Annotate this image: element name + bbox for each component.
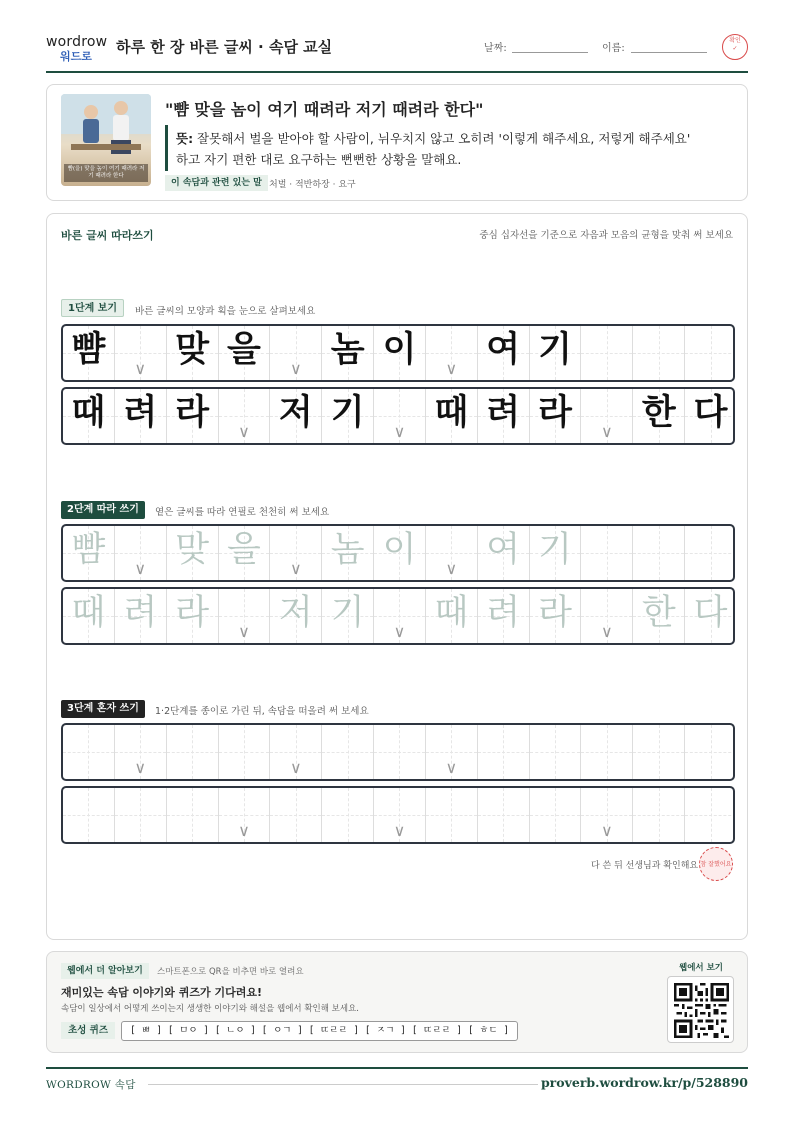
- footer-brand: WORDROW 속담: [46, 1079, 136, 1091]
- grid-cell[interactable]: [167, 788, 219, 842]
- grid-cell[interactable]: [633, 526, 685, 580]
- grid-cell: [374, 326, 426, 380]
- page-title: 하루 한 장 바른 글씨 · 속담 교실: [116, 38, 333, 56]
- space-mark-icon: ∨: [238, 622, 250, 641]
- step3-badge: 3단계 혼자 쓰기: [61, 700, 145, 718]
- grid-character: [581, 326, 632, 380]
- space-mark-icon: ∨: [445, 758, 458, 777]
- grid-character: 때: [434, 593, 469, 633]
- grid-cell: [63, 326, 115, 380]
- grid-character: 한: [641, 392, 676, 433]
- step3-hint: 1·2단계를 종이로 가린 뒤, 속담을 떠올려 써 보세요: [155, 706, 369, 717]
- quiz-label: 초성 퀴즈: [61, 1022, 115, 1039]
- step3-row-1[interactable]: [61, 723, 735, 781]
- grid-cell[interactable]: [322, 788, 374, 842]
- grid-cell[interactable]: [530, 589, 582, 643]
- grid-character: [219, 725, 270, 779]
- grid-cell: [478, 326, 530, 380]
- grid-character: 라: [175, 593, 210, 633]
- grid-character: 기: [538, 329, 572, 370]
- grid-cell: [270, 389, 322, 443]
- footer-rule: [148, 1084, 538, 1085]
- grid-cell: [581, 389, 633, 443]
- grid-character: 때: [71, 392, 106, 433]
- related-keywords: 처벌 · 적반하장 · 요구: [269, 180, 356, 190]
- qr-code[interactable]: [667, 976, 734, 1043]
- grid-character: [478, 725, 529, 779]
- space-mark-icon: ∨: [289, 359, 302, 378]
- space-mark-icon: ∨: [393, 622, 406, 641]
- grid-character: 다: [693, 593, 728, 633]
- grid-cell: [530, 326, 582, 380]
- grid-cell: [270, 326, 322, 380]
- grid-cell: [63, 389, 115, 443]
- space-mark-icon: ∨: [289, 559, 302, 578]
- space-mark-icon: ∨: [601, 622, 613, 641]
- grid-cell: [167, 389, 219, 443]
- grid-cell[interactable]: [530, 788, 582, 842]
- step2-row-1[interactable]: [61, 524, 735, 582]
- grid-character: 라: [175, 392, 210, 433]
- grid-cell[interactable]: [63, 526, 115, 580]
- web-description: 속담이 일상에서 어떻게 쓰이는지 생생한 이야기와 해설을 웹에서 확인해 보세요.: [61, 1004, 359, 1014]
- proverb-card: [46, 84, 748, 201]
- grid-cell: [530, 389, 582, 443]
- grid-character: [167, 725, 218, 779]
- grid-cell[interactable]: [374, 725, 426, 779]
- grid-cell[interactable]: [426, 725, 478, 779]
- step2-row-2[interactable]: [61, 587, 735, 645]
- grid-character: [270, 788, 321, 842]
- grid-cell[interactable]: [270, 526, 322, 580]
- grid-character: 여: [486, 530, 521, 570]
- thumbnail-caption: 뺨(을) 맞을 놈이 여기 때려라 저기 때려라 한다: [64, 164, 148, 182]
- space-mark-icon: ∨: [238, 422, 250, 441]
- grid-character: [478, 788, 529, 842]
- grid-character: 뺨: [71, 530, 106, 570]
- grid-character: 려: [486, 593, 521, 633]
- grid-cell[interactable]: [270, 589, 322, 643]
- space-mark-icon: ∨: [445, 359, 458, 378]
- meaning-line-2: 하고 자기 편한 대로 요구하는 뻔뻔한 상황을 말해요.: [176, 152, 462, 167]
- step1-row-2: [61, 387, 735, 445]
- step2-badge: 2단계 따라 쓰기: [61, 501, 145, 519]
- step1-badge: 1단계 보기: [61, 299, 124, 317]
- logo: wordrow: [46, 34, 108, 50]
- grid-cell[interactable]: [322, 589, 374, 643]
- grid-character: 맞: [175, 530, 210, 570]
- grid-cell: [167, 326, 219, 380]
- space-mark-icon: ∨: [134, 559, 147, 578]
- qr-label: 웹에서 보기: [679, 963, 724, 973]
- grid-character: [322, 788, 373, 842]
- grid-cell[interactable]: [374, 589, 426, 643]
- grid-character: 기: [330, 392, 365, 433]
- grid-character: 저: [278, 392, 313, 433]
- name-label: 이름:: [602, 43, 625, 54]
- grid-character: 기: [330, 593, 365, 633]
- grid-cell[interactable]: [581, 725, 633, 779]
- grid-cell: [426, 326, 478, 380]
- grid-cell[interactable]: [115, 725, 167, 779]
- grid-cell[interactable]: [63, 788, 115, 842]
- date-field[interactable]: [512, 52, 588, 53]
- grid-character: 한: [641, 593, 676, 633]
- web-headline: 재미있는 속담 이야기와 퀴즈가 기다려요!: [61, 986, 262, 999]
- grid-character: 라: [538, 593, 572, 633]
- grid-character: 을: [227, 329, 261, 370]
- grid-cell[interactable]: [322, 725, 374, 779]
- grid-cell[interactable]: [270, 788, 322, 842]
- grid-character: [322, 725, 373, 779]
- grid-cell[interactable]: [685, 526, 735, 580]
- web-section: [46, 951, 748, 1053]
- grid-character: 을: [227, 530, 261, 570]
- grid-cell: [219, 389, 271, 443]
- grid-cell: [633, 326, 685, 380]
- grid-character: 때: [71, 593, 106, 633]
- grid-cell[interactable]: [219, 725, 271, 779]
- step1-row-1: [61, 324, 735, 382]
- grid-character: [63, 788, 114, 842]
- done-text: 다 쓴 뒤 선생님과 확인해요: [591, 861, 699, 871]
- grid-character: [633, 725, 684, 779]
- step3-row-2[interactable]: [61, 786, 735, 844]
- qr-code-icon: [674, 983, 729, 1038]
- grid-character: [633, 326, 684, 380]
- grid-cell: [374, 389, 426, 443]
- grid-cell: [322, 326, 374, 380]
- step1-hint: 바른 글씨의 모양과 획을 눈으로 살펴보세요: [135, 306, 316, 317]
- grid-cell[interactable]: [374, 788, 426, 842]
- grid-cell: [115, 326, 167, 380]
- grid-cell[interactable]: [167, 725, 219, 779]
- grid-character: [685, 326, 735, 380]
- grid-character: 려: [123, 593, 158, 633]
- grid-cell[interactable]: [530, 725, 582, 779]
- grid-cell[interactable]: [581, 589, 633, 643]
- teacher-stamp-icon: 참 잘했어요: [699, 847, 733, 881]
- grid-character: [530, 725, 581, 779]
- grid-cell: [219, 326, 271, 380]
- grid-cell[interactable]: [685, 725, 735, 779]
- grid-cell[interactable]: [530, 526, 582, 580]
- grid-cell[interactable]: [115, 788, 167, 842]
- grid-character: 여: [486, 329, 521, 370]
- grid-cell: [478, 389, 530, 443]
- space-mark-icon: ∨: [601, 422, 613, 441]
- name-field[interactable]: [631, 52, 707, 53]
- grid-character: [167, 788, 218, 842]
- grid-character: [685, 725, 735, 779]
- grid-cell[interactable]: [270, 725, 322, 779]
- meaning-line-1: 잘못해서 벌을 받아야 할 사람이, 뉘우치지 않고 오히려 '이렇게 해주세요, 저렇게 해주세요': [193, 131, 691, 146]
- grid-character: [685, 526, 735, 580]
- meaning-bar: [165, 125, 168, 171]
- space-mark-icon: ∨: [289, 758, 302, 777]
- web-sub: 스마트폰으로 QR을 비추면 바로 열려요: [157, 967, 304, 977]
- grid-character: [581, 725, 632, 779]
- grid-cell: [115, 389, 167, 443]
- grid-cell[interactable]: [115, 589, 167, 643]
- grid-character: [633, 788, 684, 842]
- grid-cell[interactable]: [167, 526, 219, 580]
- grid-cell[interactable]: [426, 788, 478, 842]
- grid-cell[interactable]: [219, 526, 271, 580]
- practice-heading: 바른 글씨 따라쓰기: [61, 229, 154, 242]
- grid-cell[interactable]: [685, 589, 735, 643]
- chosung-quiz: [ ㅃ ] [ ㅁㅇ ] [ ㄴㅇ ] [ ㅇㄱ ] [ ㄸㄹㄹ ] [ ㅈㄱ ] [ ㄸㄹㄹ ] [ ㅎㄷ ]: [121, 1021, 518, 1041]
- space-mark-icon: ∨: [134, 758, 147, 777]
- grid-character: [63, 725, 114, 779]
- grid-cell[interactable]: [167, 589, 219, 643]
- grid-cell[interactable]: [581, 526, 633, 580]
- grid-cell[interactable]: [478, 589, 530, 643]
- grid-cell[interactable]: [219, 589, 271, 643]
- proverb-title: "뺨 맞을 놈이 여기 때려라 저기 때려라 한다": [165, 100, 484, 119]
- logo-korean: 워드로: [60, 50, 92, 63]
- grid-cell[interactable]: [115, 526, 167, 580]
- grid-character: 뺨: [71, 329, 106, 370]
- grid-character: 저: [278, 593, 313, 633]
- space-mark-icon: ∨: [134, 359, 147, 378]
- grid-cell: [426, 389, 478, 443]
- grid-cell[interactable]: [219, 788, 271, 842]
- grid-cell[interactable]: [478, 526, 530, 580]
- grid-cell: [581, 326, 633, 380]
- grid-cell[interactable]: [581, 788, 633, 842]
- grid-cell[interactable]: [63, 725, 115, 779]
- grid-character: [581, 526, 632, 580]
- grid-cell[interactable]: [374, 526, 426, 580]
- grid-character: 놈: [330, 329, 365, 370]
- grid-character: [374, 725, 425, 779]
- grid-cell[interactable]: [63, 589, 115, 643]
- grid-cell[interactable]: [426, 526, 478, 580]
- grid-character: 이: [382, 530, 417, 570]
- grid-character: 다: [693, 392, 728, 433]
- practice-hint: 중심 십자선을 기준으로 자음과 모음의 균형을 맞춰 써 보세요: [479, 230, 733, 241]
- footer-url[interactable]: proverb.wordrow.kr/p/528890: [540, 1075, 748, 1090]
- grid-character: 려: [123, 392, 158, 433]
- grid-cell[interactable]: [426, 589, 478, 643]
- grid-cell: [685, 389, 735, 443]
- grid-cell[interactable]: [478, 725, 530, 779]
- proverb-meaning: [176, 128, 746, 170]
- grid-character: 기: [538, 530, 572, 570]
- grid-cell[interactable]: [478, 788, 530, 842]
- grid-cell: [633, 389, 685, 443]
- grid-cell[interactable]: [685, 788, 735, 842]
- grid-character: 놈: [330, 530, 365, 570]
- page-header: [46, 30, 748, 73]
- grid-character: [115, 788, 166, 842]
- grid-cell[interactable]: [633, 725, 685, 779]
- proverb-illustration: [61, 94, 151, 186]
- grid-character: [685, 788, 735, 842]
- space-mark-icon: ∨: [393, 422, 406, 441]
- grid-character: [426, 788, 477, 842]
- space-mark-icon: ∨: [393, 821, 406, 840]
- grid-character: 때: [434, 392, 469, 433]
- grid-character: 맞: [175, 329, 210, 370]
- grid-character: 이: [382, 329, 417, 370]
- check-stamp-icon: 확인 ✓: [722, 34, 748, 60]
- related-words-tag: 이 속담과 관련 있는 말: [165, 175, 268, 191]
- grid-character: [633, 526, 684, 580]
- grid-cell: [322, 389, 374, 443]
- space-mark-icon: ∨: [445, 559, 458, 578]
- footer-divider: [46, 1067, 748, 1069]
- date-label: 날짜:: [484, 43, 507, 54]
- step2-hint: 옅은 글씨를 따라 연필로 천천히 써 보세요: [155, 507, 330, 518]
- space-mark-icon: ∨: [601, 821, 613, 840]
- grid-cell: [685, 326, 735, 380]
- grid-character: [530, 788, 581, 842]
- practice-section: [46, 213, 748, 940]
- web-tag: 웹에서 더 알아보기: [61, 963, 149, 979]
- space-mark-icon: ∨: [238, 821, 250, 840]
- grid-character: 려: [486, 392, 521, 433]
- grid-cell[interactable]: [633, 788, 685, 842]
- grid-cell[interactable]: [633, 589, 685, 643]
- grid-cell[interactable]: [322, 526, 374, 580]
- grid-character: 라: [538, 392, 572, 433]
- meaning-label: 뜻:: [176, 131, 194, 146]
